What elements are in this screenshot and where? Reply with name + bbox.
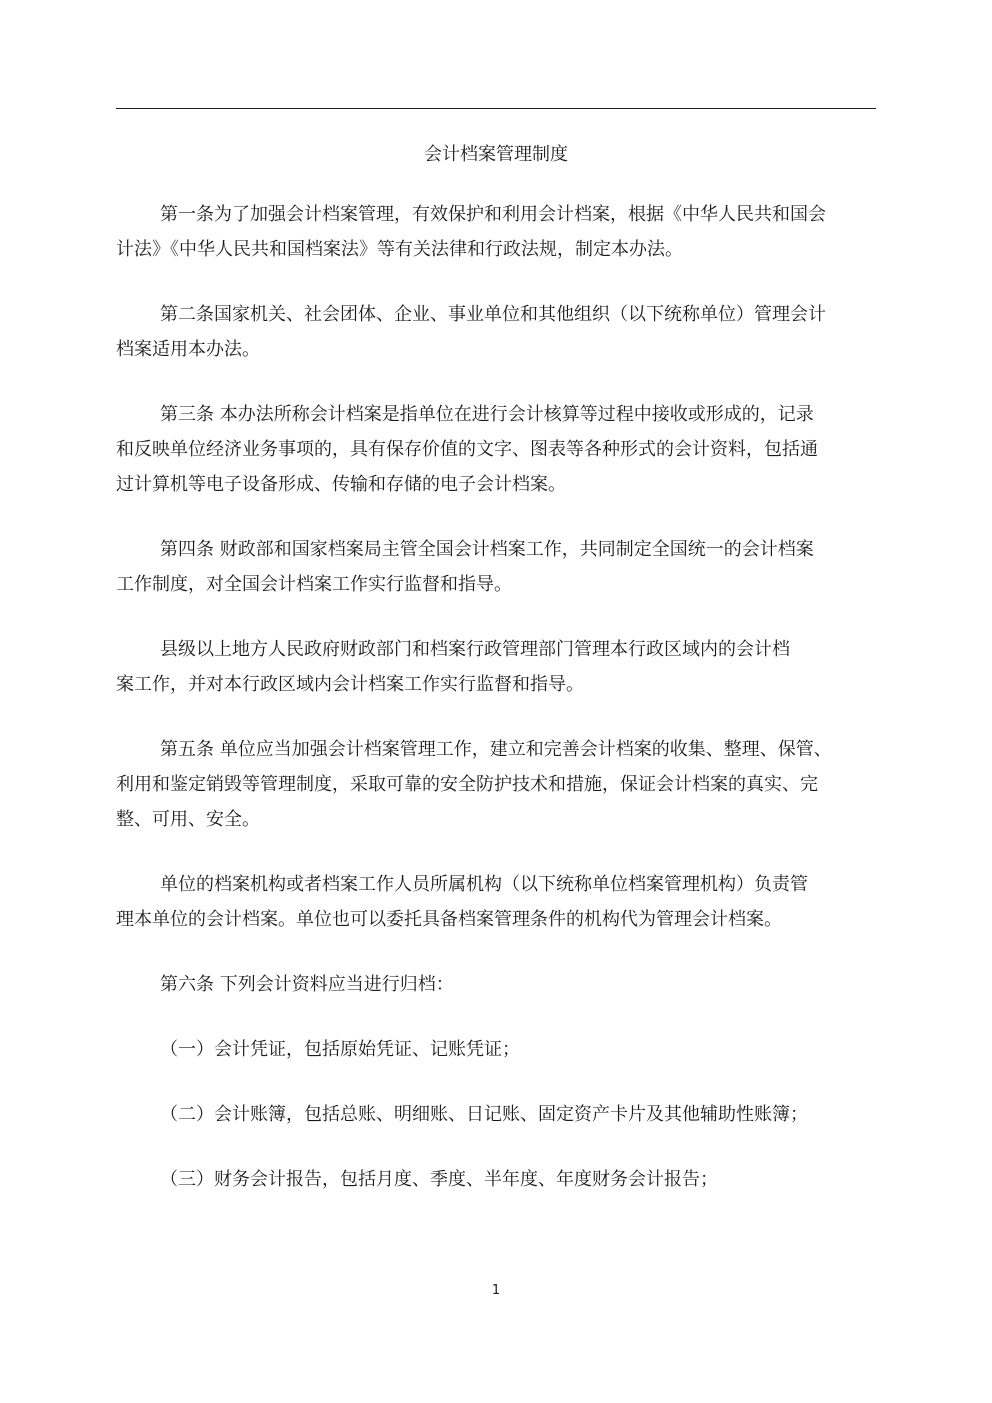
article-6-line-1: 第六条 下列会计资料应当进行归档： (160, 974, 454, 995)
article-4-para-2-line-1: 县级以上地方人民政府财政部门和档案行政管理部门管理本行政区域内的会计档 (160, 639, 790, 660)
article-5-line-3: 整、可用、安全。 (116, 809, 260, 830)
article-2-line-2: 档案适用本办法。 (116, 339, 260, 360)
article-3-line-3: 过计算机等电子设备形成、传输和存储的电子会计档案。 (116, 474, 566, 495)
article-6-item-3: （三）财务会计报告，包括月度、季度、半年度、年度财务会计报告； (160, 1169, 718, 1190)
article-6-item-2: （二）会计账簿，包括总账、明细账、日记账、固定资产卡片及其他辅助性账簿； (160, 1104, 808, 1125)
document-title: 会计档案管理制度 (424, 144, 568, 165)
article-5-line-1: 第五条 单位应当加强会计档案管理工作，建立和完善会计档案的收集、整理、保管、 (160, 739, 832, 760)
article-4-line-2: 工作制度，对全国会计档案工作实行监督和指导。 (116, 574, 512, 595)
article-1-line-1: 第一条为了加强会计档案管理，有效保护和利用会计档案，根据《中华人民共和国会 (160, 204, 826, 225)
article-4-para-2-line-2: 案工作，并对本行政区域内会计档案工作实行监督和指导。 (116, 674, 584, 695)
article-1-line-2: 计法》《中华人民共和国档案法》等有关法律和行政法规，制定本办法。 (116, 239, 683, 260)
article-5-line-2: 利用和鉴定销毁等管理制度，采取可靠的安全防护技术和措施，保证会计档案的真实、完 (116, 774, 818, 795)
article-6-item-1: （一）会计凭证，包括原始凭证、记账凭证； (160, 1039, 520, 1060)
article-5-para-2-line-2: 理本单位的会计档案。单位也可以委托具备档案管理条件的机构代为管理会计档案。 (116, 909, 782, 930)
article-4-line-1: 第四条 财政部和国家档案局主管全国会计档案工作，共同制定全国统一的会计档案 (160, 539, 814, 560)
article-3-line-2: 和反映单位经济业务事项的，具有保存价值的文字、图表等各种形式的会计资料，包括通 (116, 439, 818, 460)
page-number: 1 (491, 1283, 501, 1298)
article-5-para-2-line-1: 单位的档案机构或者档案工作人员所属机构（以下统称单位档案管理机构）负责管 (160, 874, 808, 895)
article-2-line-1: 第二条国家机关、社会团体、企业、事业单位和其他组织（以下统称单位）管理会计 (160, 304, 826, 325)
header-rule (116, 108, 876, 109)
article-3-line-1: 第三条 本办法所称会计档案是指单位在进行会计核算等过程中接收或形成的，记录 (160, 404, 814, 425)
